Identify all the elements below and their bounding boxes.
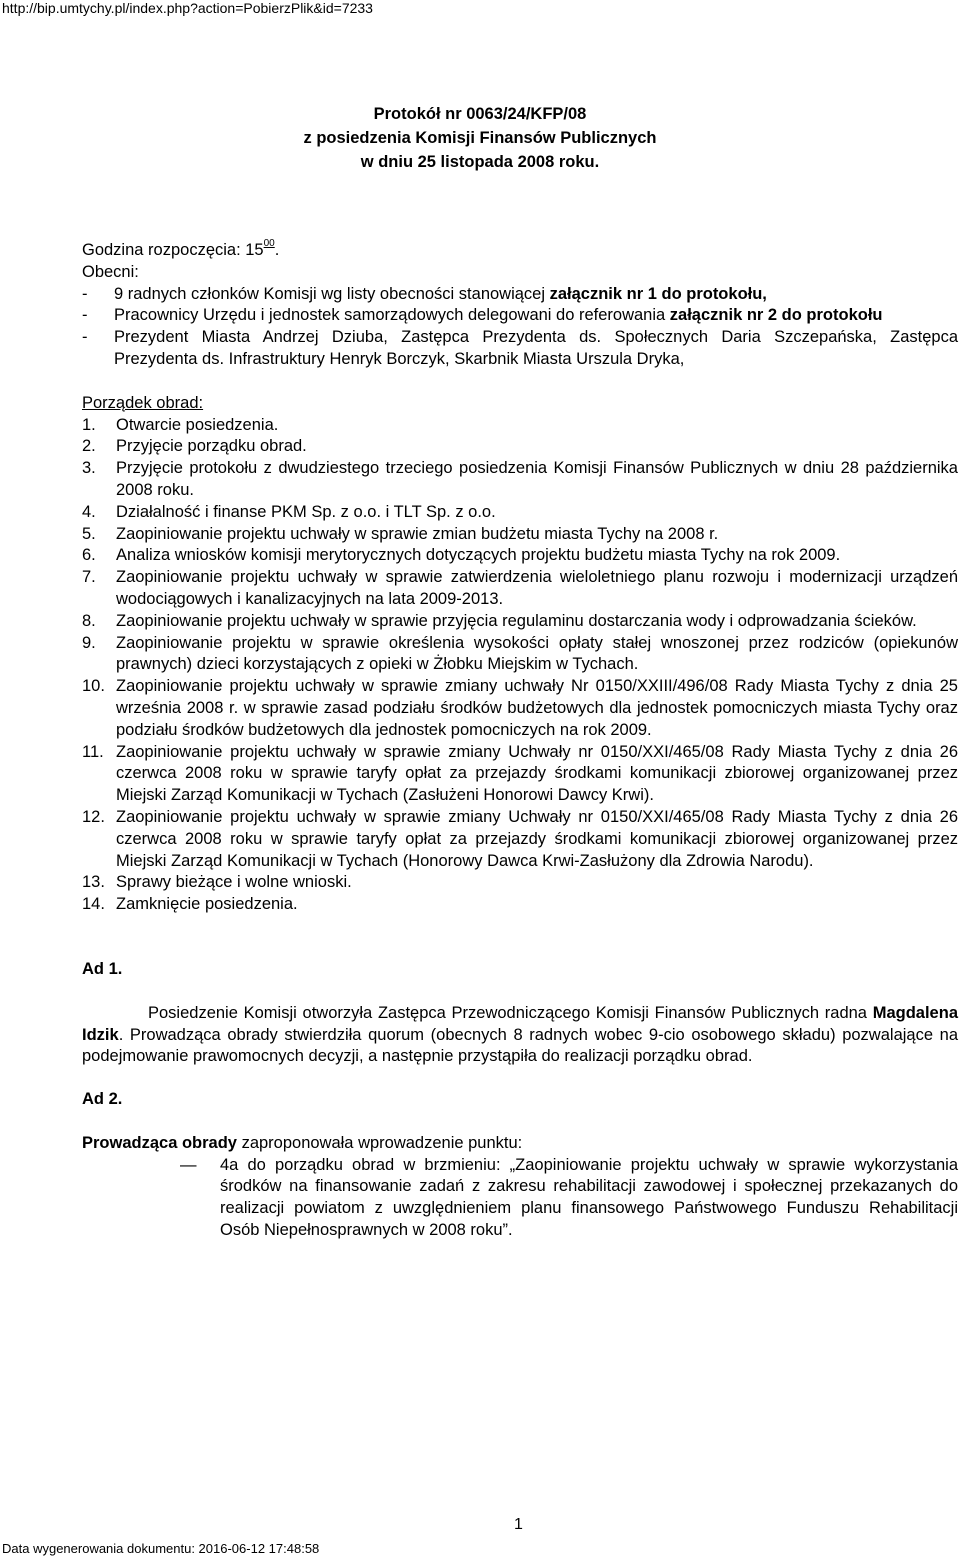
ad2-lead [82, 1133, 958, 1155]
present-item [82, 305, 958, 327]
agenda-item [82, 415, 958, 437]
ad1-paragraph [82, 1003, 958, 1068]
agenda-item [82, 436, 958, 458]
document-body [82, 240, 958, 1242]
start-time [82, 240, 958, 262]
attachment-2-ref: załącznik nr 2 do protokołu [669, 306, 883, 325]
agenda-item [82, 633, 958, 677]
page-number: 1 [514, 1516, 523, 1533]
present-item [82, 284, 958, 306]
ad2-proposal-text: 4a do porządku obrad w brzmieniu: „Zaopiniowanie projektu uchwały w sprawie wykorzystania środków na finansowanie zadań z zakresu rehabilitacji zawodowej i społecznej przekazanych do realizacji powiatom z uwzględnieniem planu finansowego Państwowego Funduszu Rehabilitacji Osób Niepełnosprawnych w 2008 roku”. [220, 1155, 958, 1240]
agenda-item-text: Zaopiniowanie projektu uchwały w sprawie zmian budżetu miasta Tychy na 2008 r. [116, 524, 719, 543]
present-item-text [114, 284, 958, 306]
agenda-item-text: Sprawy bieżące i wolne wnioski. [116, 873, 352, 892]
title-line-3: w dniu 25 listopada 2008 roku. [360, 153, 600, 171]
ad1-chair-name: Magdalena Idzik [82, 1003, 958, 1044]
present-item-2-text: Pracownicy Urzędu i jednostek samorządowych delegowani do referowania [114, 306, 670, 325]
ad2-proposal-item [180, 1155, 958, 1242]
agenda-item-text: Przyjęcie porządku obrad. [116, 437, 307, 456]
agenda-item [82, 872, 958, 894]
agenda-list [82, 415, 958, 916]
agenda-item [82, 611, 958, 633]
dash-marker: - [82, 328, 88, 347]
agenda-item-number: 1. [82, 415, 96, 434]
generation-date: Data wygenerowania dokumentu: 2016-06-12 17:48:58 [2, 1541, 320, 1556]
ad1-text-b: . Prowadząca obrady stwierdziła quorum (obecnych 8 radnych wobec 9-cio osobowego składu) pozwalające na podejmowanie prawomocnych decyzji, a następnie przystąpiła do realizacji porządku obrad. [82, 1025, 958, 1066]
dash-marker: — [180, 1155, 197, 1174]
agenda-item-number: 11. [82, 742, 104, 761]
ad1-text-a: Posiedzenie Komisji otworzyła Zastępca Przewodniczącego Komisji Finansów Publicznych radna [148, 1003, 873, 1022]
agenda-item-text: Zamknięcie posiedzenia. [116, 895, 298, 914]
start-time-dot: . [274, 241, 280, 259]
agenda-item [82, 894, 958, 916]
agenda-item-text: Przyjęcie protokołu z dwudziestego trzeciego posiedzenia Komisji Finansów Publicznych w dniu 28 października 2008 roku. [116, 459, 958, 499]
agenda-label: Porządek obrad: [82, 393, 204, 412]
agenda-item [82, 567, 958, 611]
agenda-item-number: 6. [82, 546, 96, 565]
dash-marker: - [82, 306, 88, 325]
present-item-text: Prezydent Miasta Andrzej Dziuba, Zastępca Prezydenta ds. Społecznych Daria Szczepańska, Zastępca Prezydenta ds. Infrastruktury Henryk Borczyk, Skarbnik Miasta Urszula Dryka, [114, 328, 958, 368]
agenda-item-number: 4. [82, 502, 96, 521]
agenda-item [82, 545, 958, 567]
present-item-1-text: 9 radnych członków Komisji wg listy obecności stanowiącej [114, 284, 550, 303]
agenda-item-text: Zaopiniowanie projektu uchwały w sprawie zatwierdzenia wieloletniego planu rozwoju i modernizacji urządzeń wodociągowych i kanalizacyjnych na lata 2009-2013. [116, 568, 958, 608]
agenda-item [82, 742, 958, 807]
present-item [82, 327, 958, 371]
agenda-item-text: Zaopiniowanie projektu uchwały w sprawie przyjęcia regulaminu dostarczania wody i odprowadzania ścieków. [116, 611, 917, 630]
document-title [0, 102, 960, 174]
agenda-item-number: 13. [82, 873, 105, 892]
agenda-item-text: Zaopiniowanie projektu uchwały w sprawie zmiany uchwały Nr 0150/XXIII/496/08 Rady Miasta Tychy z dnia 25 września 2008 r. w sprawie zasad podziału środków budżetowych dla jednostek pomocniczych miasta Tychy oraz podziału środków budżetowych dla jednostek pomocniczych na rok 2009. [116, 677, 958, 739]
agenda-item-number: 3. [82, 459, 96, 478]
agenda-item-number: 8. [82, 611, 96, 630]
agenda-item [82, 502, 958, 524]
ad1-heading: Ad 1. [82, 959, 123, 978]
start-time-label: Godzina rozpoczęcia: 15 [82, 241, 264, 259]
source-url: http://bip.umtychy.pl/index.php?action=PobierzPlik&id=7233 [2, 0, 373, 16]
agenda-item [82, 524, 958, 546]
ad2-heading: Ad 2. [82, 1090, 123, 1109]
agenda-item-number: 2. [82, 437, 96, 456]
agenda-item-number: 12. [82, 807, 105, 826]
title-line-2: z posiedzenia Komisji Finansów Publicznych [303, 129, 657, 147]
ad2-lead-rest: zaproponowała wprowadzenie punktu: [236, 1133, 523, 1152]
ad2-lead-bold: Prowadząca obrady [82, 1133, 237, 1152]
agenda-item-text: Otwarcie posiedzenia. [116, 415, 279, 434]
agenda-item-number: 14. [82, 895, 105, 914]
agenda-item-text: Zaopiniowanie projektu uchwały w sprawie zmiany Uchwały nr 0150/XXI/465/08 Rady Miasta Tychy z dnia 26 czerwca 2008 roku w sprawie taryfy opłat za przejazdy środkami komunikacji zbiorowej organizowanej przez Miejski Zarząd Komunikacji w Tychach (Zasłużeni Honorowi Dawcy Krwi). [116, 742, 958, 805]
present-label: Obecni: [82, 262, 139, 281]
agenda-item [82, 676, 958, 741]
agenda-item [82, 807, 958, 872]
agenda-item-number: 7. [82, 568, 96, 587]
dash-marker: - [82, 284, 88, 303]
start-time-minutes: 00 [263, 238, 275, 249]
title-line-1: Protokół nr 0063/24/KFP/08 [373, 105, 587, 123]
attachment-1-ref: załącznik nr 1 do protokołu, [549, 284, 767, 303]
agenda-item-text: Analiza wniosków komisji merytorycznych dotyczących projektu budżetu miasta Tychy na rok 2009. [116, 546, 841, 565]
agenda-item-text: Działalność i finanse PKM Sp. z o.o. i TLT Sp. z o.o. [116, 502, 496, 521]
agenda-item-text: Zaopiniowanie projektu w sprawie określenia wysokości opłaty stałej wnoszonej przez rodziców (opiekunów prawnych) dzieci korzystających z opieki w Żłobku Miejskim w Tychach. [116, 633, 958, 674]
agenda-item-text: Zaopiniowanie projektu uchwały w sprawie zmiany Uchwały nr 0150/XXI/465/08 Rady Miasta Tychy z dnia 26 czerwca 2008 roku w sprawie taryfy opłat za przejazdy środkami komunikacji zbiorowej organizowanej przez Miejski Zarząd Komunikacji w Tychach (Honorowy Dawca Krwi-Zasłużony dla Zdrowia Narodu). [116, 807, 958, 870]
agenda-item-number: 5. [82, 524, 96, 543]
agenda-item-number: 10. [82, 677, 105, 696]
agenda-item-number: 9. [82, 633, 96, 652]
agenda-item [82, 458, 958, 502]
present-item-text [114, 305, 958, 327]
